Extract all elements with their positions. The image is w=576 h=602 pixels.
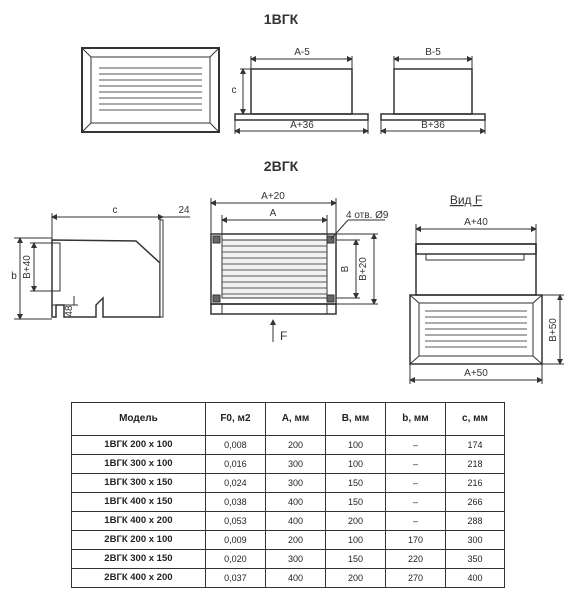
dim-a-plus-20: А+20 <box>261 191 285 202</box>
col-header-c: c, мм <box>445 403 504 436</box>
cell-a: 300 <box>266 474 326 493</box>
cell-a: 400 <box>266 493 326 512</box>
cell-f0: 0,016 <box>205 455 265 474</box>
cell-a: 200 <box>266 531 326 550</box>
cell-c: 300 <box>445 531 504 550</box>
table-header-row <box>72 403 505 436</box>
cell-f0: 0,008 <box>205 436 265 455</box>
table-row <box>72 474 505 493</box>
cell-c: 288 <box>445 512 504 531</box>
cell-model: 1ВГК 400 х 200 <box>72 512 206 531</box>
dim-a-plus-40: А+40 <box>464 217 488 228</box>
cell-f0: 0,024 <box>205 474 265 493</box>
cell-b: 150 <box>325 474 385 493</box>
cell-a: 300 <box>266 550 326 569</box>
cell-f0: 0,009 <box>205 531 265 550</box>
dim-a-plus-50: А+50 <box>464 368 488 379</box>
dim-b-plus-50: В+50 <box>548 318 559 342</box>
cell-c: 174 <box>445 436 504 455</box>
dim-b-plus-40: В+40 <box>22 255 33 279</box>
cell-model: 1ВГК 300 х 150 <box>72 474 206 493</box>
cell-model: 2ВГК 200 х 100 <box>72 531 206 550</box>
cell-model: 1ВГК 300 х 100 <box>72 455 206 474</box>
dim-b-plus-36: В+36 <box>421 120 445 131</box>
cell-b-small: – <box>385 455 445 474</box>
table-row <box>72 493 505 512</box>
cell-f0: 0,037 <box>205 569 265 588</box>
dim-a-minus-5: А-5 <box>294 47 310 58</box>
table-row <box>72 531 505 550</box>
table-row <box>72 455 505 474</box>
col-header-b-small: b, мм <box>385 403 445 436</box>
dim-holes: 4 отв. Ø9 <box>346 210 389 221</box>
cell-b-small: – <box>385 493 445 512</box>
cell-b-small: – <box>385 512 445 531</box>
dim-b-minus-5: В-5 <box>425 47 441 58</box>
col-header-f0: F0, м2 <box>205 403 265 436</box>
title-1vgk: 1ВГК <box>263 11 299 27</box>
cell-model: 2ВГК 400 х 200 <box>72 569 206 588</box>
table-row <box>72 512 505 531</box>
cell-f0: 0,038 <box>205 493 265 512</box>
cell-b: 200 <box>325 512 385 531</box>
cell-c: 350 <box>445 550 504 569</box>
dim-b-mid: В <box>340 265 351 273</box>
dim-48: 48 <box>64 305 75 317</box>
cell-c: 218 <box>445 455 504 474</box>
dim-c-top: с <box>112 205 118 216</box>
cell-b: 150 <box>325 493 385 512</box>
cell-model: 1ВГК 200 х 100 <box>72 436 206 455</box>
cell-c: 400 <box>445 569 504 588</box>
cell-b-small: – <box>385 474 445 493</box>
table-row <box>72 550 505 569</box>
cell-a: 300 <box>266 455 326 474</box>
cell-b: 150 <box>325 550 385 569</box>
cell-model: 1ВГК 400 х 150 <box>72 493 206 512</box>
table-row <box>72 436 505 455</box>
cell-b-small: 270 <box>385 569 445 588</box>
cell-f0: 0,020 <box>205 550 265 569</box>
title-2vgk: 2ВГК <box>263 158 299 174</box>
cell-b-small: 170 <box>385 531 445 550</box>
cell-b-small: 220 <box>385 550 445 569</box>
cell-model: 2ВГК 300 х 150 <box>72 550 206 569</box>
cell-c: 266 <box>445 493 504 512</box>
grille-front-1vgk <box>82 48 219 132</box>
cell-f0: 0,053 <box>205 512 265 531</box>
cell-b: 200 <box>325 569 385 588</box>
col-header-model: Модель <box>72 403 206 436</box>
dim-a: А <box>269 208 277 219</box>
dim-c-side: с <box>231 85 237 96</box>
view-f-drawing <box>410 224 564 384</box>
table-row <box>72 569 505 588</box>
dim-a-plus-36: А+36 <box>290 120 314 131</box>
dim-b-left: b <box>11 271 17 282</box>
spec-table <box>71 402 505 588</box>
arrow-f-label: F <box>280 329 288 343</box>
hole-top-left <box>213 236 220 243</box>
side-profile-2vgk <box>14 213 190 319</box>
col-header-a: A, мм <box>266 403 326 436</box>
dim-24: 24 <box>178 205 190 216</box>
dim-b-plus-20: В+20 <box>358 257 369 281</box>
cell-b: 100 <box>325 531 385 550</box>
cell-a: 400 <box>266 569 326 588</box>
cell-a: 400 <box>266 512 326 531</box>
cell-b: 100 <box>325 436 385 455</box>
cell-a: 200 <box>266 436 326 455</box>
cell-b-small: – <box>385 436 445 455</box>
hole-bottom-left <box>213 295 220 302</box>
cell-b: 100 <box>325 455 385 474</box>
hole-bottom-right <box>327 295 334 302</box>
view-f-label: Вид F <box>449 193 483 207</box>
col-header-b: B, мм <box>325 403 385 436</box>
cell-c: 216 <box>445 474 504 493</box>
